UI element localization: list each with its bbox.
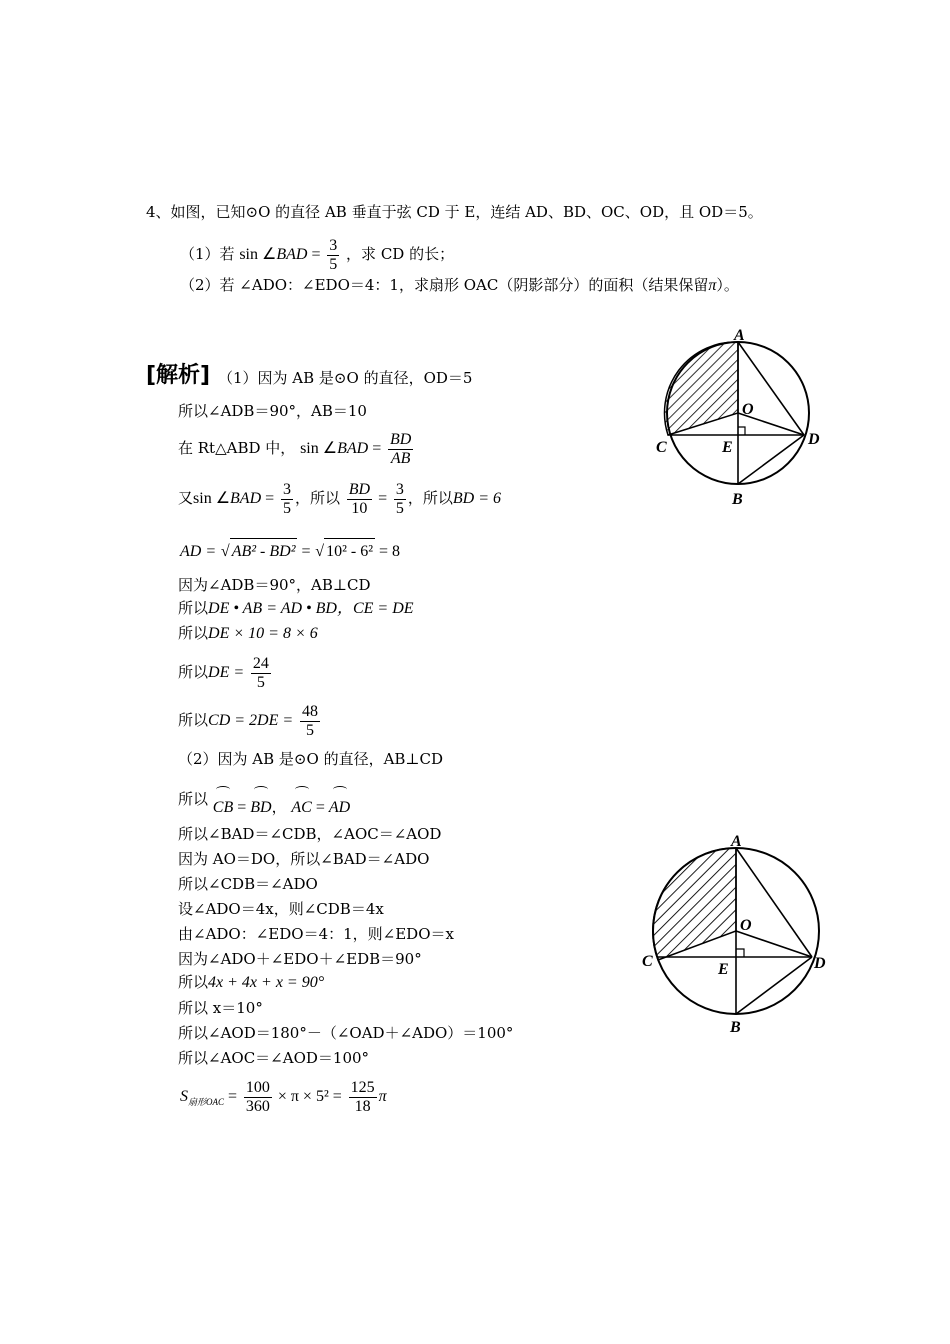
- s1-l6-prefix: 所以: [178, 599, 209, 617]
- s2-final-eq: =: [224, 1088, 238, 1105]
- s1-l2-num: BD: [390, 430, 412, 448]
- s1-l3-fraction-2: [347, 481, 372, 518]
- label-c: C: [642, 953, 653, 970]
- s2-final-num1: 100: [245, 1078, 270, 1096]
- q1-prefix: （1）若: [180, 245, 235, 263]
- sqrt-symbol-2: √: [315, 543, 325, 560]
- s1-l9-fraction: [300, 703, 320, 740]
- segment-od: [736, 931, 812, 957]
- s1-line-5: 因为∠ADB＝90°，AB⊥CD: [178, 576, 371, 594]
- s1-l3-den1: 5: [282, 499, 291, 517]
- segment-ad: [736, 848, 812, 957]
- circle-figure-1: [650, 328, 840, 513]
- arc-ad-label: AD: [328, 799, 351, 816]
- s1-l3-fraction-3: [394, 481, 406, 518]
- question-2: [180, 275, 739, 296]
- s1-line-3: [178, 478, 501, 518]
- s1-l7-prefix: 所以: [178, 624, 209, 642]
- s1-line-2: [178, 428, 415, 468]
- s1-line-6: [178, 598, 414, 619]
- right-angle-mark: [738, 427, 745, 435]
- s1-l3-bad: BAD: [230, 490, 262, 507]
- s1-l3-num1: 3: [282, 480, 291, 498]
- s1-l8-prefix: 所以: [178, 663, 209, 681]
- s2-final-den1: 360: [245, 1097, 270, 1115]
- label-e: E: [718, 961, 729, 978]
- s1-l9-den: 5: [305, 721, 314, 739]
- arc-mark-icon: [254, 786, 268, 793]
- s2-final-fraction-2: [349, 1079, 377, 1116]
- s1-l6-math: DE • AB = AD • BD，CE = DE: [208, 600, 414, 617]
- s1-l8-num: 24: [252, 654, 269, 672]
- s2-line-4: 所以∠CDB＝∠ADO: [178, 875, 318, 893]
- q1-suffix: ，求 CD 的长；: [346, 245, 455, 263]
- s1-l8-lhs: DE =: [208, 664, 245, 681]
- s1-l4-res: = 8: [375, 543, 401, 560]
- q1-fraction: [327, 237, 339, 274]
- s1-l2-eq: =: [368, 440, 382, 457]
- s2-line-3: 因为 AO＝DO，所以∠BAD＝∠ADO: [178, 850, 430, 868]
- s2-l8-math: 4x + 4x + x = 90°: [208, 974, 325, 991]
- s1-l3-num2: BD: [348, 480, 371, 498]
- arc-ac-label: AC: [291, 799, 312, 816]
- s1-l3-eq: =: [261, 490, 275, 507]
- s1-line-7: [178, 623, 318, 644]
- s2-final-num2: 125: [350, 1078, 375, 1096]
- arc-bd-label: BD: [250, 799, 272, 816]
- s1-l3-result: BD = 6: [452, 490, 502, 507]
- s1-l3-mid2: ，所以: [407, 489, 453, 507]
- label-a: A: [734, 328, 745, 344]
- question-1: [180, 236, 454, 272]
- shaded-sector: [653, 848, 736, 960]
- s1-l9-num: 48: [301, 702, 318, 720]
- segment-ad: [738, 342, 804, 435]
- s1-line-8: [178, 652, 273, 692]
- s1-l7-math: DE × 10 = 8 × 6: [208, 625, 318, 642]
- s2-final-fraction-1: [244, 1079, 272, 1116]
- s1-line-1: 所以∠ADB＝90°，AB＝10: [178, 402, 367, 420]
- s2-eq-1: =: [233, 799, 251, 816]
- s1-line-9: [178, 700, 322, 740]
- s2-line-2: 所以∠BAD＝∠CDB，∠AOC＝∠AOD: [178, 825, 442, 843]
- s2-final-sub: 扇形OAC: [188, 1097, 225, 1107]
- s2-eq-2: =: [311, 799, 329, 816]
- q1-num: 3: [329, 236, 338, 254]
- label-o: O: [742, 401, 754, 418]
- arc-mark-icon: [295, 786, 309, 793]
- s2-line-7: 因为∠ADO＋∠EDO＋∠EDB＝90°: [178, 950, 422, 968]
- arc-bd: [250, 795, 271, 821]
- arc-cb-label: CB: [212, 799, 234, 816]
- s2-line-10: 所以∠AOD＝180°－（∠OAD＋∠ADO）＝100°: [178, 1024, 514, 1042]
- s2-line-8: [178, 972, 324, 993]
- s1-l3-den2: 10: [351, 499, 368, 517]
- problem-statement: 4、如图，已知⊙O 的直径 AB 垂直于弦 CD 于 E，连结 AD、BD、OC、OD，且 OD＝5。: [146, 203, 763, 221]
- s1-l3-prefix: 又: [178, 489, 194, 507]
- s1-l2-sin: sin ∠: [300, 440, 338, 457]
- s1-l3-sin: sin ∠: [193, 490, 231, 507]
- label-o: O: [740, 917, 752, 934]
- q1-eq: =: [307, 246, 321, 263]
- s1-l2-den: AB: [390, 449, 411, 467]
- s1-l8-fraction: [251, 655, 271, 692]
- q2-end: ）。: [716, 276, 739, 294]
- s2-final-mid: × π × 5² =: [273, 1088, 342, 1105]
- s1-l2-bad: BAD: [337, 440, 369, 457]
- solution-1-intro: （1）因为 AB 是⊙O 的直径，OD＝5: [218, 369, 473, 387]
- s1-l4-lhs: AD =: [180, 543, 217, 560]
- s1-l3-mid: ，所以: [294, 489, 340, 507]
- label-d: D: [808, 431, 820, 448]
- s2-final-pi: π: [378, 1088, 387, 1105]
- s2-final-s: S: [180, 1088, 188, 1105]
- q1-sin: sin ∠: [239, 246, 277, 263]
- arc-ad: [329, 795, 350, 821]
- label-c: C: [656, 439, 667, 456]
- q1-bad: BAD: [276, 246, 308, 263]
- label-b: B: [732, 491, 743, 508]
- s2-l8-prefix: 所以: [178, 973, 209, 991]
- s2-final-den2: 18: [354, 1097, 371, 1115]
- label-a: A: [731, 833, 742, 850]
- s1-l3-fraction-1: [281, 481, 293, 518]
- solution-heading: [解析]: [146, 363, 211, 388]
- s1-l8-den: 5: [256, 673, 265, 691]
- shaded-sector: [664, 342, 738, 435]
- s2-sep: ，: [271, 798, 287, 816]
- arc-mark-icon: [333, 786, 347, 793]
- s1-l4-rad2: 10² - 6²: [324, 538, 375, 565]
- s2-line-9: 所以 x＝10°: [178, 999, 263, 1017]
- s2-line-11: 所以∠AOC＝∠AOD＝100°: [178, 1049, 370, 1067]
- s1-l3-num3: 3: [395, 480, 404, 498]
- s1-l9-lhs: CD = 2DE =: [208, 712, 294, 729]
- s1-l4-rad1: AB² - BD²: [230, 538, 298, 565]
- sqrt-symbol: √: [220, 543, 230, 560]
- q2-text: （2）若 ∠ADO：∠EDO＝4：1，求扇形 OAC（阴影部分）的面积（结果保留: [180, 276, 709, 294]
- s1-l3-eq2: =: [374, 490, 388, 507]
- arc-ac: [291, 795, 311, 821]
- label-b: B: [730, 1019, 741, 1036]
- s2-line-5: 设∠ADO＝4x，则∠CDB＝4x: [178, 900, 384, 918]
- arc-cb: [213, 795, 233, 821]
- q1-den: 5: [329, 255, 338, 273]
- label-d: D: [814, 955, 826, 972]
- label-e: E: [722, 439, 733, 456]
- s2-line-6: 由∠ADO：∠EDO＝4：1，则∠EDO＝x: [178, 925, 454, 943]
- right-angle-mark: [736, 949, 744, 957]
- solution-2-intro: （2）因为 AB 是⊙O 的直径，AB⊥CD: [178, 750, 444, 768]
- s1-l3-den3: 5: [395, 499, 404, 517]
- s1-l2-prefix: 在 Rt△ABD 中，: [178, 439, 296, 457]
- circle-figure-2: [636, 828, 836, 1038]
- s2-l1-prefix: 所以: [178, 790, 209, 808]
- s1-l2-fraction: [388, 431, 413, 468]
- s1-l9-prefix: 所以: [178, 711, 209, 729]
- s1-line-4: [180, 538, 400, 564]
- q2-pi: π: [708, 277, 717, 294]
- arc-mark-icon: [216, 786, 230, 793]
- s2-line-1: [178, 786, 351, 816]
- s1-l4-eq: =: [297, 543, 311, 560]
- s2-final: [180, 1074, 387, 1118]
